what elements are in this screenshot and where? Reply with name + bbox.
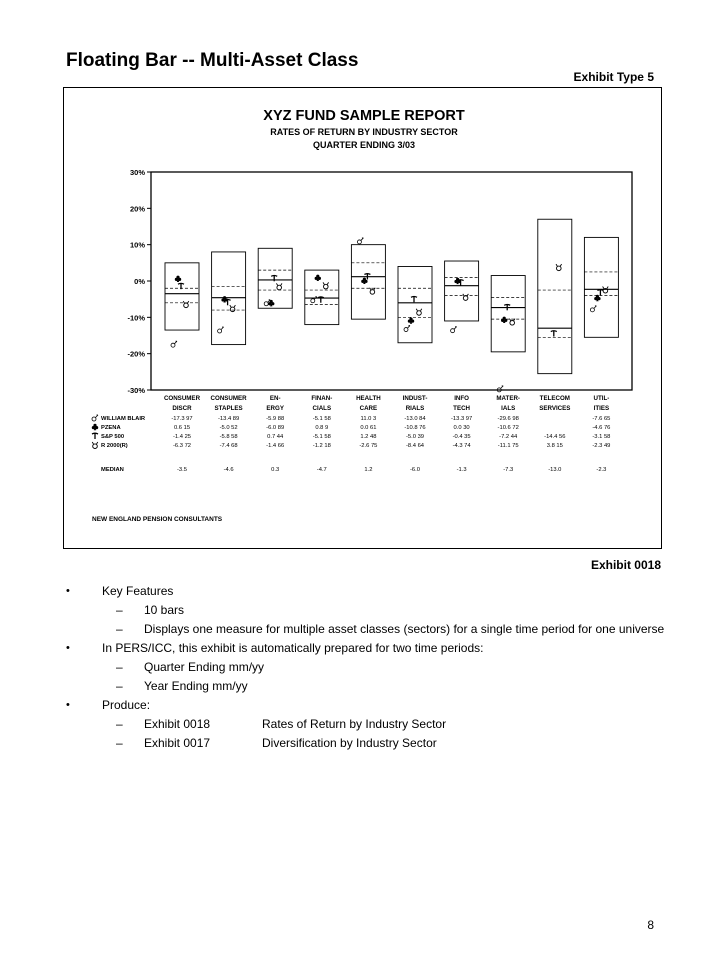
table-cell: -5.0 52: [219, 425, 238, 431]
floating-bar-chart: [64, 88, 661, 548]
page-title: Floating Bar -- Multi-Asset Class: [66, 50, 359, 71]
category-label: TELECOM: [539, 395, 570, 402]
series-marker: [597, 290, 603, 296]
dash-marker: –: [116, 717, 123, 731]
category-label: EN-: [269, 395, 281, 402]
legend-label: WILLIAM BLAIR: [101, 416, 146, 422]
table-cell: -7.4 68: [219, 443, 238, 449]
page-number: 8: [647, 918, 654, 932]
median-cell: -4.7: [316, 467, 327, 473]
median-cell: 0.3: [271, 467, 280, 473]
series-marker: [357, 238, 363, 244]
series-marker: [370, 288, 376, 295]
sub-bullet-item: [66, 660, 666, 675]
floating-bar: [165, 263, 199, 330]
sub-bullet-item: [66, 679, 666, 694]
series-marker: [230, 305, 236, 312]
report-period: QUARTER ENDING 3/03: [312, 140, 416, 150]
category-label: ITIES: [593, 405, 610, 412]
table-cell: 0.0 61: [360, 425, 377, 431]
exhibit-frame: [63, 87, 662, 549]
category-label: UTIL-: [593, 395, 610, 402]
table-cell: -6.0 89: [266, 425, 285, 431]
series-marker: [183, 301, 189, 308]
dash-marker: –: [116, 622, 123, 636]
sub-bullet-text: 10 bars: [144, 603, 185, 617]
series-marker: [178, 283, 184, 289]
table-cell: 0.0 30: [453, 425, 470, 431]
category-label: RIALS: [405, 405, 425, 412]
report-title: XYZ FUND SAMPLE REPORT: [263, 108, 465, 124]
table-cell: -7.6 65: [592, 416, 611, 422]
series-marker: [416, 309, 422, 316]
table-cell: -29.6 98: [497, 416, 519, 422]
series-marker: [411, 297, 417, 303]
series-marker: [463, 294, 469, 301]
category-label: CARE: [359, 405, 378, 412]
table-cell: -4.3 74: [452, 443, 471, 449]
floating-bar: [398, 266, 432, 342]
y-tick-label: -30%: [127, 386, 145, 395]
series-marker: [361, 278, 367, 284]
exhibit-number-label: Exhibit 0018: [590, 558, 661, 572]
y-tick-label: 0%: [134, 277, 145, 286]
sub-bullet-text: Quarter Ending mm/yy: [144, 660, 265, 674]
category-label: MATER-: [496, 395, 521, 402]
table-cell: -8.4 64: [405, 443, 425, 449]
median-cell: -6.0: [410, 467, 420, 473]
legend-symbol: [92, 415, 98, 421]
key-features-list: [66, 584, 666, 755]
table-cell: -14.4 56: [544, 434, 566, 440]
legend-symbol: [92, 442, 98, 449]
median-cell: -4.6: [223, 467, 234, 473]
series-marker: [556, 264, 562, 271]
series-marker: [323, 282, 329, 289]
series-marker: [501, 317, 507, 323]
table-cell: -13.3 97: [450, 416, 473, 422]
series-marker: [497, 386, 503, 392]
median-cell: -2.3: [596, 467, 607, 473]
median-cell: -13.0: [548, 467, 562, 473]
y-tick-label: 20%: [129, 204, 145, 214]
table-cell: 3.8 15: [546, 443, 563, 449]
table-cell: -0.4 35: [452, 434, 471, 440]
legend-symbol: [92, 433, 98, 439]
legend-label: S&P 500: [101, 434, 125, 440]
report-footer: NEW ENGLAND PENSION CONSULTANTS: [92, 516, 223, 523]
series-marker: [551, 331, 557, 337]
y-tick-label: -10%: [127, 313, 145, 323]
category-label: HEALTH: [356, 395, 381, 402]
y-tick-label: 30%: [129, 168, 145, 177]
median-row-label: MEDIAN: [101, 467, 124, 473]
legend-label: R 2000(R): [101, 443, 128, 449]
series-marker: [454, 278, 460, 284]
floating-bar: [258, 248, 292, 308]
exhibit-code: Exhibit 0017: [144, 736, 211, 750]
series-marker: [509, 319, 515, 326]
plot-area: [151, 172, 632, 390]
legend-label: PZENA: [101, 425, 121, 431]
floating-bar: [491, 276, 525, 352]
y-tick-label: -20%: [127, 349, 145, 359]
table-cell: -5.1 58: [312, 434, 331, 440]
category-label: FINAN-: [311, 395, 333, 402]
series-marker: [408, 317, 414, 323]
category-label: IALS: [501, 405, 516, 412]
category-label: INFO: [454, 395, 469, 402]
sub-bullet-text: Rates of Return by Industry Sector: [262, 717, 447, 731]
floating-bar: [351, 245, 385, 319]
exhibit-type-label: Exhibit Type 5: [573, 70, 654, 84]
table-cell: -2.3 49: [592, 443, 611, 449]
sub-bullet-text: Displays one measure for multiple asset classes (sectors) for a single time period for one universe: [144, 622, 665, 636]
series-marker: [276, 283, 282, 290]
table-cell: -17.3 97: [171, 416, 193, 422]
dash-marker: –: [116, 660, 123, 674]
floating-bar: [538, 219, 572, 373]
category-label: DISCR: [172, 405, 192, 412]
table-cell: -1.2 18: [312, 443, 331, 449]
median-cell: -7.3: [503, 467, 514, 473]
dash-marker: –: [116, 679, 123, 693]
table-cell: -1.4 25: [172, 434, 192, 440]
table-cell: 0.6 15: [173, 425, 191, 431]
category-label: CONSUMER: [163, 395, 201, 402]
bullet-item: • Key Features: [66, 584, 666, 599]
category-label: CONSUMER: [210, 395, 247, 402]
legend-symbol: [92, 424, 98, 430]
table-cell: 0.7 44: [267, 434, 284, 440]
series-marker: [404, 326, 410, 332]
sub-bullet-item: [66, 622, 666, 637]
table-cell: -4.6 76: [592, 425, 611, 431]
floating-bar: [584, 237, 618, 337]
category-label: ERGY: [266, 405, 284, 412]
y-tick-label: 10%: [129, 240, 145, 250]
table-cell: -2.6 75: [359, 443, 378, 449]
table-cell: -5.1 58: [312, 416, 331, 422]
sub-bullet-item: [66, 717, 666, 732]
sub-bullet-text: Year Ending mm/yy: [144, 679, 248, 693]
table-cell: -11.1 75: [497, 443, 519, 449]
series-marker: [171, 341, 177, 347]
table-cell: 0.8 9: [315, 425, 329, 431]
table-cell: -13.4 89: [217, 416, 240, 422]
table-cell: 1.2 48: [360, 434, 377, 440]
bullet-item: • In PERS/ICC, this exhibit is automatically prepared for two time periods:: [66, 641, 666, 656]
sub-bullet-item: [66, 603, 666, 618]
median-cell: -1.3: [456, 467, 467, 473]
report-subtitle: RATES OF RETURN BY INDUSTRY SECTOR: [270, 127, 458, 137]
table-cell: -5.0 39: [405, 434, 425, 440]
table-cell: 11.0 3: [360, 416, 377, 422]
series-marker: [451, 327, 457, 333]
table-cell: -5.9 88: [266, 416, 285, 422]
table-cell: -5.8 58: [219, 434, 238, 440]
sub-bullet-item: [66, 736, 666, 751]
median-cell: 1.2: [364, 467, 373, 473]
table-cell: -10.8 76: [404, 425, 426, 431]
category-label: CIALS: [312, 405, 332, 412]
series-marker: [318, 297, 324, 303]
table-cell: -13.0 84: [404, 416, 426, 422]
table-cell: -7.2 44: [499, 434, 518, 440]
category-label: SERVICES: [539, 405, 571, 412]
series-marker: [315, 275, 321, 281]
category-label: TECH: [453, 405, 471, 412]
bullet-item: • Produce:: [66, 698, 666, 713]
series-marker: [218, 327, 224, 333]
dash-marker: –: [116, 603, 123, 617]
series-marker: [175, 276, 181, 282]
series-marker: [590, 306, 596, 312]
table-cell: -1.4 66: [266, 443, 285, 449]
floating-bar: [445, 261, 479, 321]
category-label: INDUST-: [402, 395, 428, 402]
exhibit-code: Exhibit 0018: [144, 717, 211, 731]
sub-bullet-text: Diversification by Industry Sector: [262, 736, 437, 750]
table-cell: -3.1 58: [592, 434, 611, 440]
dash-marker: –: [116, 736, 123, 750]
category-label: STAPLES: [214, 405, 243, 412]
table-cell: -6.3 72: [172, 443, 192, 449]
median-cell: -3.5: [177, 467, 187, 473]
table-cell: -10.6 72: [497, 425, 519, 431]
